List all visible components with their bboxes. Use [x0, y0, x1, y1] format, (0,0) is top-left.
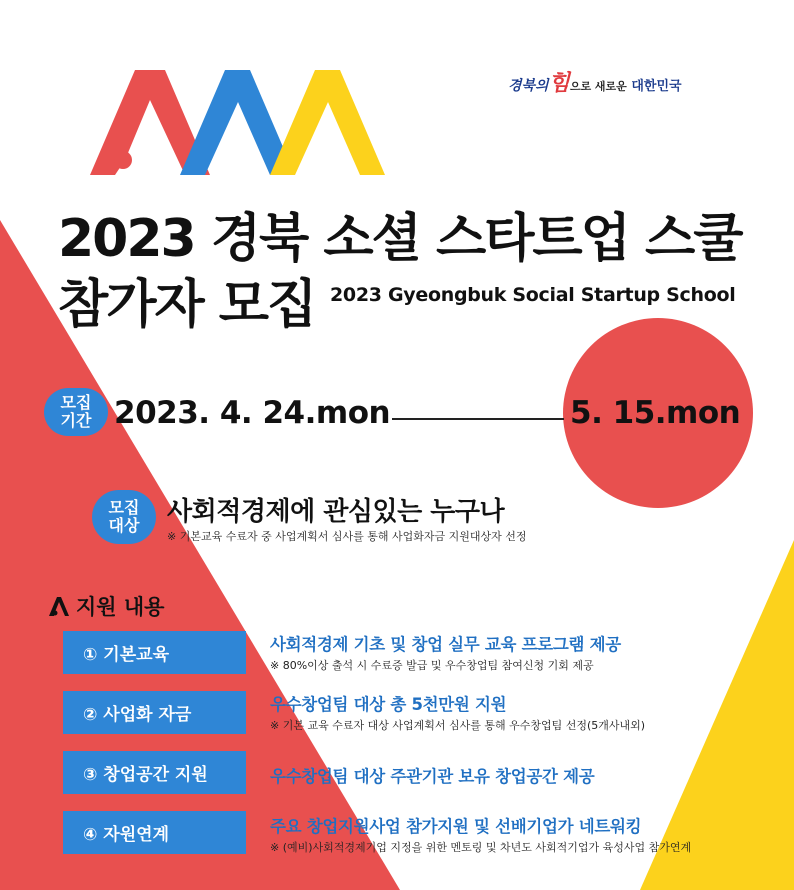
slogan-emphasis: 힘: [548, 70, 570, 96]
support-item-desc-3: 우수창업팀 대상 주관기관 보유 창업공간 제공: [270, 767, 595, 786]
english-subtitle: 2023 Gyeongbuk Social Startup School: [330, 284, 736, 306]
target-badge: [92, 490, 156, 544]
slogan: [508, 66, 682, 97]
yellow-triangle-shape: [640, 540, 794, 890]
mini-logo-icon: [48, 595, 70, 617]
page-title-line1: 2023 경북 소셜 스타트업 스쿨: [58, 209, 742, 269]
slogan-country: 대한민국: [631, 79, 682, 94]
period-badge: [44, 388, 108, 436]
support-heading: [48, 591, 164, 621]
page-title-line2: 참가자 모집: [58, 275, 316, 335]
period-badge-line1: 모집: [60, 392, 92, 412]
slogan-handwritten: 경북의: [508, 78, 549, 94]
slogan-rest: 으로 새로운: [569, 80, 627, 93]
period-badge-line2: 기간: [60, 411, 92, 430]
support-heading-text: 지원 내용: [76, 595, 165, 619]
support-item-label-3: ③ 창업공간 지원: [63, 751, 246, 794]
support-item-label-1: ① 기본교육: [63, 631, 246, 674]
support-item-desc-1: 사회적경제 기초 및 창업 실무 교육 프로그램 제공: [270, 635, 621, 654]
target-badge-line1: 모집: [108, 497, 140, 517]
support-item-desc-4: 주요 창업지원사업 참가지원 및 선배기업가 네트워킹: [270, 817, 642, 836]
target-main-text: 사회적경제에 관심있는 누구나: [167, 497, 505, 527]
period-end-date: 5. 15.mon: [570, 395, 741, 431]
period-divider-line: [392, 418, 564, 420]
period-start-date: 2023. 4. 24.mon: [114, 395, 391, 431]
logo-triangles-icon: [75, 60, 415, 178]
support-item-note-2: ※ 기본 교육 수료자 대상 사업계획서 심사를 통해 우수창업팀 선정(5개사내외): [270, 719, 646, 732]
target-note: ※ 기본교육 수료자 중 사업계획서 심사를 통해 사업화자금 지원대상자 선정: [167, 530, 527, 543]
target-badge-line2: 대상: [108, 516, 140, 535]
support-item-desc-2: 우수창업팀 대상 총 5천만원 지원: [270, 695, 507, 714]
support-item-note-4: ※ (예비)사회적경제기업 지정을 위한 멘토링 및 차년도 사회적기업가 육성사업 참가연계: [270, 841, 692, 854]
support-item-label-4: ④ 자원연계: [63, 811, 246, 854]
support-item-label-2: ② 사업화 자금: [63, 691, 246, 734]
support-item-note-1: ※ 80%이상 출석 시 수료증 발급 및 우수창업팀 참여신청 기회 제공: [270, 659, 594, 672]
